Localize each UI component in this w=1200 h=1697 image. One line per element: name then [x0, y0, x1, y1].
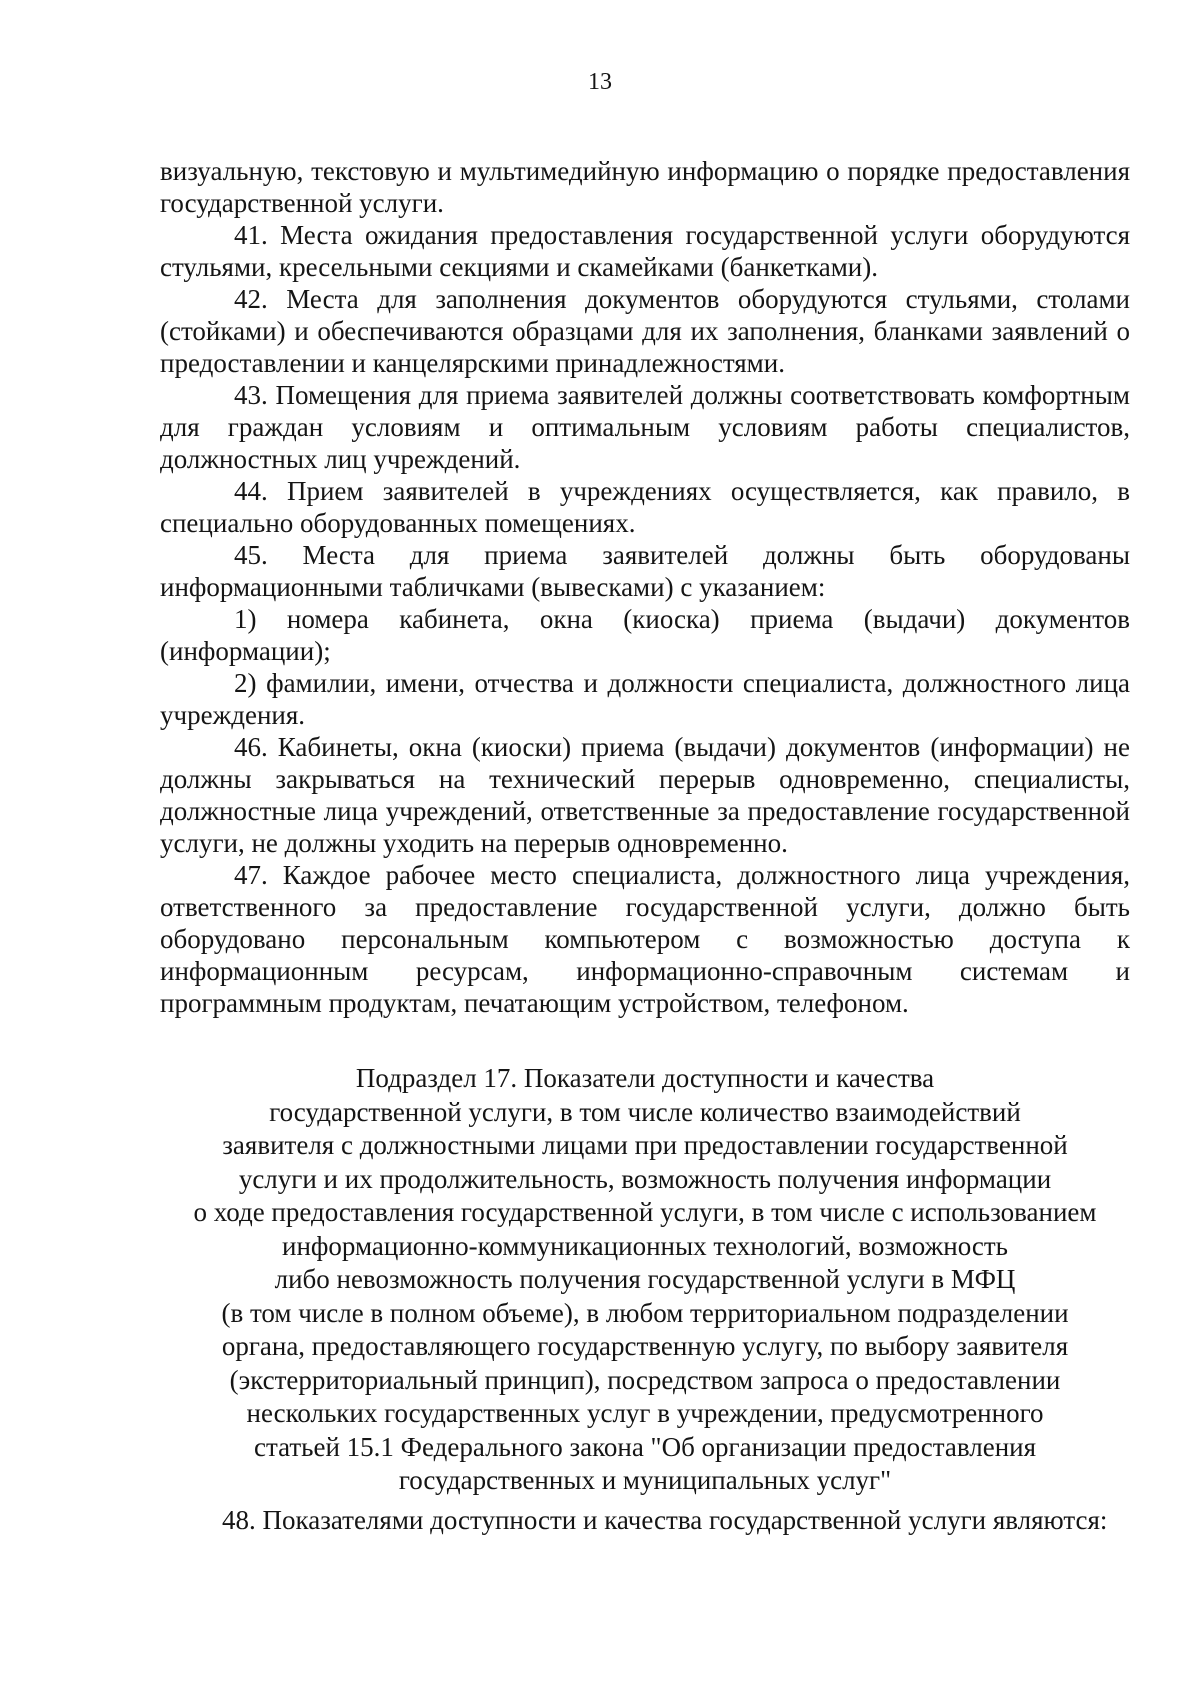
section-heading [150, 1062, 1140, 1498]
section-heading-line: органа, предоставляющего государственную услугу, по выбору заявителя [221, 1331, 1069, 1361]
section-heading-line: Подраздел 17. Показатели доступности и качества [355, 1063, 935, 1093]
paragraph-42: 42. Места для заполнения документов оборудуются стульями, столами (стойками) и обеспечиваются образцами для их заполнения, бланками заявлений о предоставлении и канцелярскими принадлежностями. [160, 284, 1130, 378]
section-heading-line: либо невозможность получения государственной услуги в МФЦ [274, 1264, 1016, 1294]
paragraph-48: 48. Показателями доступности и качества государственной услуги являются: [222, 1505, 1108, 1535]
section-heading-line: о ходе предоставления государственной услуги, в том числе с использованием [193, 1197, 1097, 1227]
tail-text [148, 1504, 1123, 1536]
section-heading-line: государственных и муниципальных услуг" [398, 1465, 892, 1495]
section-heading-line: нескольких государственных услуг в учреждении, предусмотренного [246, 1398, 1044, 1428]
body-text [160, 155, 1130, 1019]
section-heading-line: заявителя с должностными лицами при предоставлении государственной [222, 1130, 1068, 1160]
paragraph-44: 44. Прием заявителей в учреждениях осуществляется, как правило, в специально оборудованных помещениях. [160, 476, 1130, 538]
paragraph-continuation: визуальную, текстовую и мультимедийную информацию о порядке предоставления государственной услуги. [160, 156, 1130, 218]
section-heading-line: (экстерриториальный принцип), посредством запроса о предоставлении [229, 1364, 1061, 1395]
section-heading-line: услуги и их продолжительность, возможность получения информации [238, 1163, 1052, 1194]
paragraph-41: 41. Места ожидания предоставления государственной услуги оборудуются стульями, кресельными секциями и скамейками (банкетками). [160, 220, 1130, 282]
paragraph-47: 47. Каждое рабочее место специалиста, должностного лица учреждения, ответственного за предоставление государственной услуги, должно быть оборудовано персональным компьютером с возможностью доступа к информационным ресурсам, информационно-справочным системам и программным продуктам, печатающим устройством, телефоном. [160, 860, 1130, 1018]
section-heading-line: информационно-коммуникационных технологий, возможность [282, 1230, 1008, 1261]
section-heading-line: статьей 15.1 Федерального закона "Об организации предоставления [253, 1431, 1037, 1462]
page-number: 13 [588, 69, 612, 95]
paragraph-45-item-2: 2) фамилии, имени, отчества и должности специалиста, должностного лица учреждения. [160, 668, 1130, 730]
paragraph-45: 45. Места для приема заявителей должны быть оборудованы информационными табличками (вывесками) с указанием: [160, 540, 1130, 602]
paragraph-46: 46. Кабинеты, окна (киоски) приема (выдачи) документов (информации) не должны закрываться на технический перерыв одновременно, специалисты, должностные лица учреждений, ответственные за предоставление государственной услуги, не должны уходить на перерыв одновременно. [160, 732, 1130, 858]
section-heading-line: государственной услуги, в том числе количество взаимодействий [269, 1096, 1021, 1127]
paragraph-45-item-1: 1) номера кабинета, окна (киоска) приема (выдачи) документов (информации); [160, 604, 1130, 666]
section-heading-line: (в том числе в полном объеме), в любом территориальном подразделении [221, 1297, 1069, 1328]
paragraph-43: 43. Помещения для приема заявителей должны соответствовать комфортным для граждан условиям и оптимальным условиям работы специалистов, должностных лиц учреждений. [160, 380, 1130, 474]
